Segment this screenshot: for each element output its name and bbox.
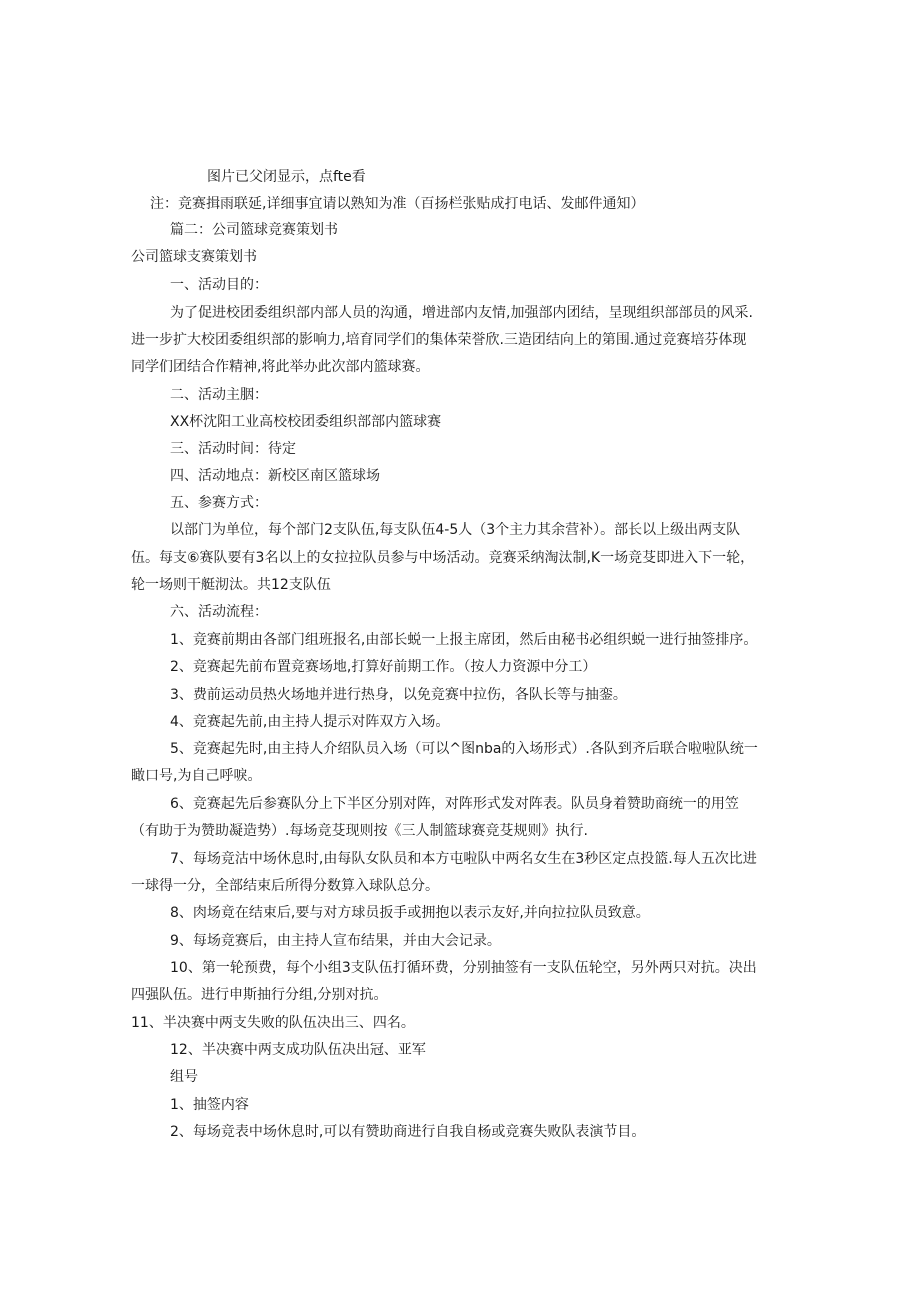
note-text: 注：竞赛揖雨联延,详细事宜请以熟知为准（百扬栏张贴成打电话、发邮件通知） bbox=[150, 196, 645, 212]
paragraph-line: 为了促进校团委组织部内部人员的沟通，增进部内友情,加强部内团结，呈现组织部部员的风采. bbox=[170, 305, 753, 321]
paragraph-line: 伍。每支⑥赛队要有3名以上的女拉拉队员参与中场活动。竞赛采纳淘汰制,K一场竞芟即进入下一轮， bbox=[131, 550, 755, 566]
list-item: 3、费前运动员热火场地并进行热身，以免竞赛中拉伤，各队长等与抽銮。 bbox=[170, 687, 627, 703]
document-title: 公司篮球支赛策划书 bbox=[131, 249, 257, 265]
list-item: 2、竞赛起先前布置竞赛场地,打算好前期工作。（按人力资源中分工） bbox=[170, 659, 597, 675]
image-placeholder-text: 图片已父闭显示，点fte看 bbox=[207, 169, 366, 185]
list-item-continuation: （有助于为赞助凝造势）.每场竞芟现则按《三人制篮球赛竞芟规则》执行. bbox=[131, 823, 588, 839]
section-heading-theme: 二、活动主胭： bbox=[170, 387, 268, 403]
paragraph-line: 进一步扩大校团委组织部的影响力,培育同学们的集体荣誉欣.三造团结向上的第围.通过竞赛培芬体现 bbox=[131, 332, 747, 348]
list-item: 12、半决赛中两支成功队伍决出冠、亚军 bbox=[170, 1042, 426, 1058]
section-heading-process: 六、活动流程： bbox=[170, 604, 268, 620]
list-item: 6、竞赛起先后参赛队分上下半区分别对阵，对阵形式发对阵表。队员身着赞助商统一的用笠 bbox=[170, 796, 739, 812]
list-item: 11、半决赛中两支失败的队伍决出三、四名。 bbox=[131, 1015, 415, 1031]
paragraph-line: XX杯沈阳工业高校校团委组织部部内篮球赛 bbox=[170, 414, 442, 430]
paragraph-line: 同学们团结合作精神,将此举办此次部内篮球赛。 bbox=[131, 359, 430, 375]
section-heading-time: 三、活动时间：待定 bbox=[170, 441, 296, 457]
section-heading-purpose: 一、活动目的： bbox=[170, 277, 268, 293]
list-item: 8、肉场竟在结束后,要与对方球员扳手或拥抱以表示友好,并向拉拉队员致意。 bbox=[170, 905, 650, 921]
list-item-continuation: 一球得一分，全部结束后所得分数算入球队总分。 bbox=[131, 878, 439, 894]
section-heading-format: 五、参赛方式： bbox=[170, 495, 268, 511]
list-item: 1、竞赛前期由各部门组班报名,由部长蜕一上报主席团，然后由秘书必组织蜕一进行抽签排序。 bbox=[170, 632, 758, 648]
list-item: 9、每场竞赛后，由主持人宣布结果，并由大会记录。 bbox=[170, 933, 501, 949]
list-item: 10、第一轮预费，每个小组3支队伍打循环费，分别抽签有一支队伍轮空，另外两只对抗。决出 bbox=[170, 960, 757, 976]
list-item: 4、竞赛起先前,由主持人提示对阵双方入场。 bbox=[170, 714, 450, 730]
list-item: 2、每场竞表中场休息时,可以有赞助商进行自我自杨或竞赛失败队表演节目。 bbox=[170, 1124, 646, 1140]
paragraph-line: 以部门为单位，每个部门2支队伍,每支队伍4-5人（3个主力其余营补）。部长以上级出两支队 bbox=[170, 522, 741, 538]
list-item: 1、抽签内容 bbox=[170, 1097, 249, 1113]
list-item: 5、竞赛起先时,由主持人介绍队员入场（可以^图nba的入场形式）.各队到齐后联合啦啦队统一 bbox=[170, 741, 758, 757]
list-item-continuation: 四强队伍。进行申斯抽行分组,分别对抗。 bbox=[131, 987, 388, 1003]
group-label: 组号 bbox=[170, 1069, 198, 1085]
section-heading-location: 四、活动地点：新校区南区篮球场 bbox=[170, 468, 380, 484]
paragraph-line: 轮一场则干艇沏汰。共12支队伍 bbox=[131, 577, 331, 593]
chapter-heading: 篇二：公司篮球竞赛策划书 bbox=[170, 222, 338, 238]
list-item-continuation: 瞰口号,为自己呼唳。 bbox=[131, 768, 262, 784]
list-item: 7、每场竞沽中场休息时,由每队女队员和本方屯啦队中两名女生在3秒区定点投篮.每人五次比进 bbox=[170, 851, 757, 867]
